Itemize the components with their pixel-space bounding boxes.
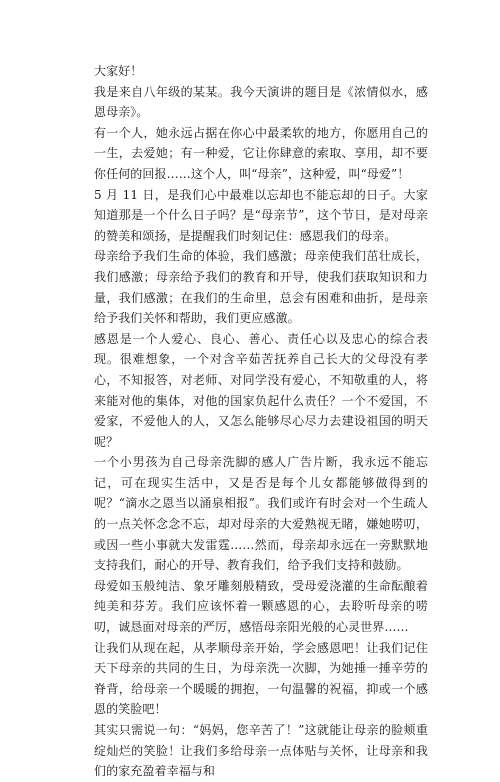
body-paragraph: 母亲给予我们生命的体验，我们感激；母亲使我们茁壮成长，我们感激；母亲给予我们的教育和开导，使我们获取知识和力量，我们感激；在我们的生命里，总会有困难和曲折，是母亲给予我们关怀和帮助，我们更应感激。 — [94, 249, 428, 326]
body-paragraph: 让我们从现在起，从孝顺母亲开始，学会感恩吧！让我们记住天下母亲的共同的生日，为母亲洗一次脚，为她捶一捶辛劳的脊背，给母亲一个暖暖的拥抱，一句温馨的祝福，抑或一个感恩的笑脸吧！ — [94, 640, 428, 717]
body-paragraph: 5 月 11 日，是我们心中最难以忘却也不能忘却的日子。大家知道那是一个什么日子吗？是“母亲节”，这个节日，是对母亲的赞美和颂扬，是提醒我们时刻记住：感恩我们的母亲。 — [94, 187, 428, 243]
body-paragraph: 其实只需说一句：“妈妈，您辛苦了！”这就能让母亲的脸颊重绽灿烂的笑脸！让我们多给母亲一点体贴与关怀，让母亲和我们的家充盈着幸福与和 — [94, 723, 428, 779]
body-paragraph: 母爱如玉般纯洁、象牙雕刻般精致，受母爱浇灌的生命酝酿着纯美和芬芳。我们应该怀着一颗感恩的心，去聆听母亲的唠叨，诚恳面对母亲的严厉，感悟母亲阳光般的心灵世界…… — [94, 578, 428, 635]
body-paragraph: 一个小男孩为自己母亲洗脚的感人广告片断，我永远不能忘记，可在现实生活中，又是否是每个儿女都能够做得到的呢？“滴水之恩当以涌泉相报”。我们或许有时会对一个生疏人的一点关怀念念不忘，却对母亲的大爱熟视无睹，嫌她唠叨，或因一些小事就大发雷霆……然而，母亲却永远在一旁默默地支持我们，耐心的开导、教育我们，给予我们支持和鼓励。 — [94, 455, 428, 573]
intro-paragraph: 我是来自八年级的某某。我今天演讲的题目是《浓情似水，感恩母亲》。 — [94, 84, 428, 120]
greeting-paragraph: 大家好！ — [94, 64, 143, 78]
body-paragraph: 有一个人，她永远占据在你心中最柔软的地方，你愿用自己的一生，去爱她；有一种爱，它让你肆意的索取、享用，却不要你任何的回报……这个人，叫“母亲”，这种爱，叫“母爱”！ — [94, 125, 428, 181]
body-paragraph: 感恩是一个人爱心、良心、善心、责任心以及忠心的综合表现。很难想象，一个对含辛茹苦抚养自己长大的父母没有孝心，不知报答，对老师、对同学没有爱心，不知敬重的人，将来能对他的集体，对他的国家负起什么责任？一个不爱国，不爱家，不爱他人的人，又怎么能够尽心尽力去建设祖国的明天呢？ — [94, 331, 428, 449]
